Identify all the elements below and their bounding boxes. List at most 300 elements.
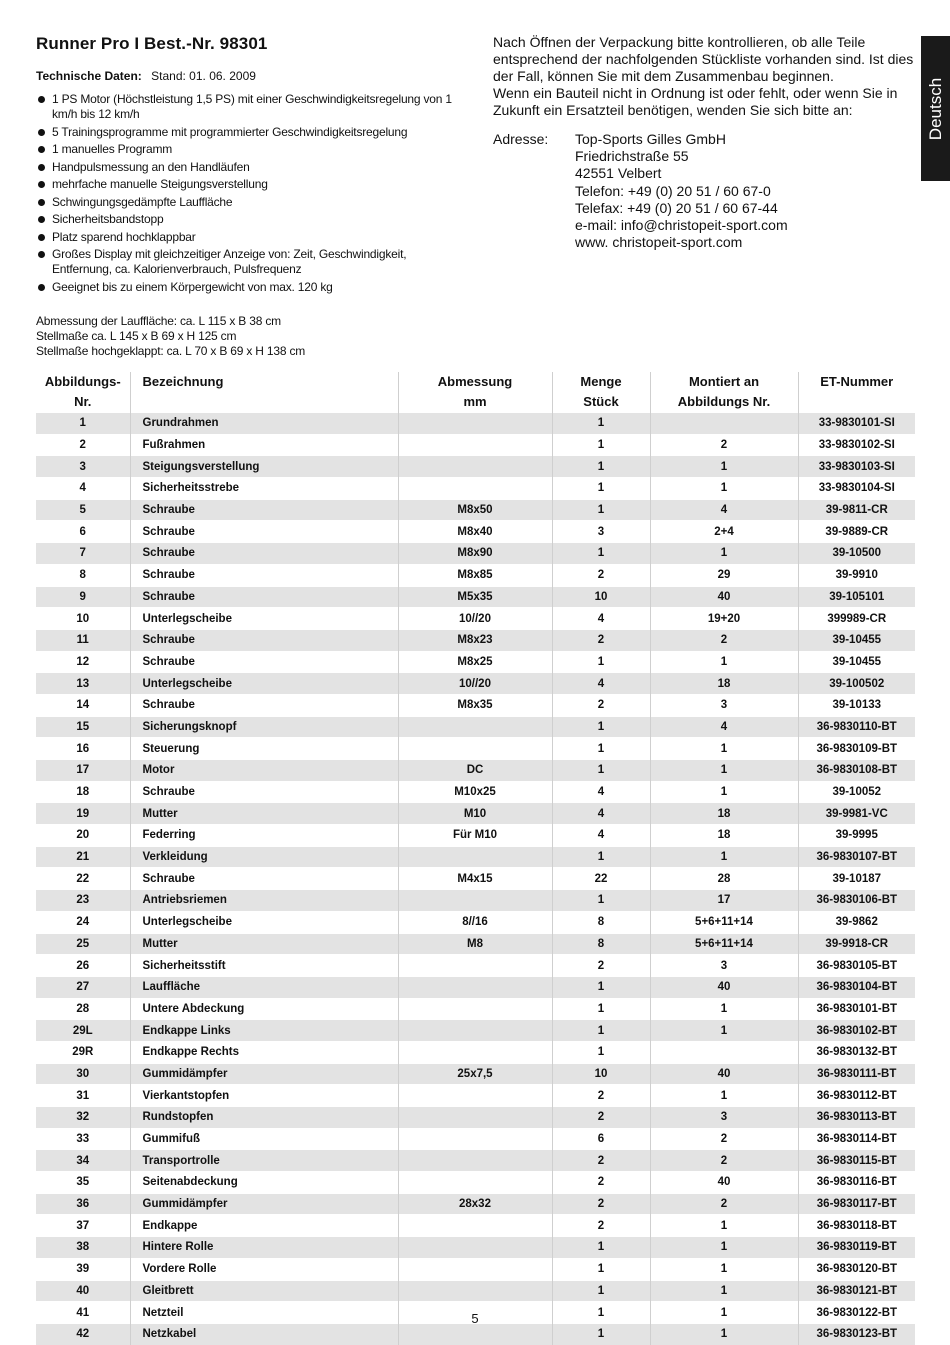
feature-text: 1 manuelles Programm xyxy=(52,142,173,156)
dimensions-block xyxy=(36,314,305,359)
table-row xyxy=(36,1193,915,1215)
cell-montiert-an: 17 xyxy=(650,890,798,912)
cell-abmessung: M8x40 xyxy=(398,521,552,543)
table-row xyxy=(36,781,915,803)
cell-montiert-an: 3 xyxy=(650,955,798,977)
cell-et-nummer: 33-9830103-SI xyxy=(798,456,915,478)
cell-abbildungs-nr: 40 xyxy=(36,1280,130,1302)
cell-bezeichnung: Schraube xyxy=(130,781,398,803)
col-subheader-empty xyxy=(798,392,915,413)
col-header-montiert: Montiert an xyxy=(650,372,798,392)
cell-et-nummer: 36-9830101-BT xyxy=(798,998,915,1020)
bullet-icon xyxy=(38,96,45,103)
cell-abbildungs-nr: 28 xyxy=(36,998,130,1020)
table-row xyxy=(36,651,915,673)
cell-menge: 1 xyxy=(552,413,650,435)
cell-abbildungs-nr: 11 xyxy=(36,629,130,651)
cell-et-nummer: 36-9830108-BT xyxy=(798,760,915,782)
cell-abbildungs-nr: 13 xyxy=(36,673,130,695)
feature-text: Großes Display mit gleichzeitiger Anzeige von: Zeit, Geschwindigkeit, Entfernung, ca. Kalorienverbrauch, Pulsfrequenz xyxy=(52,247,407,276)
cell-abbildungs-nr: 9 xyxy=(36,586,130,608)
table-row xyxy=(36,499,915,521)
table-header-row xyxy=(36,372,915,392)
table-row xyxy=(36,1172,915,1194)
cell-abbildungs-nr: 33 xyxy=(36,1128,130,1150)
cell-et-nummer: 36-9830118-BT xyxy=(798,1215,915,1237)
table-row xyxy=(36,608,915,630)
cell-et-nummer: 33-9830101-SI xyxy=(798,413,915,435)
cell-abbildungs-nr: 8 xyxy=(36,564,130,586)
cell-menge: 1 xyxy=(552,1323,650,1344)
cell-menge: 2 xyxy=(552,1193,650,1215)
col-header-bezeichnung: Bezeichnung xyxy=(130,372,398,392)
cell-abbildungs-nr: 26 xyxy=(36,955,130,977)
cell-abbildungs-nr: 15 xyxy=(36,716,130,738)
cell-menge: 1 xyxy=(552,456,650,478)
cell-montiert-an: 1 xyxy=(650,478,798,500)
table-row xyxy=(36,543,915,565)
table-row xyxy=(36,434,915,456)
cell-et-nummer: 36-9830119-BT xyxy=(798,1237,915,1259)
cell-et-nummer: 39-10500 xyxy=(798,543,915,565)
table-row xyxy=(36,456,915,478)
cell-et-nummer: 39-10187 xyxy=(798,868,915,890)
cell-menge: 1 xyxy=(552,976,650,998)
cell-montiert-an: 1 xyxy=(650,738,798,760)
bullet-icon xyxy=(38,251,45,258)
feature-item xyxy=(36,125,456,140)
cell-bezeichnung: Mutter xyxy=(130,803,398,825)
cell-montiert-an: 1 xyxy=(650,1280,798,1302)
cell-montiert-an: 40 xyxy=(650,586,798,608)
col-header-abbildungs: Abbildungs- xyxy=(36,372,130,392)
cell-abmessung: 25x7,5 xyxy=(398,1063,552,1085)
table-row xyxy=(36,803,915,825)
feature-text: 5 Trainingsprogramme mit programmierter Geschwindigkeitsregelung xyxy=(52,124,408,139)
cell-montiert-an: 2+4 xyxy=(650,521,798,543)
table-row xyxy=(36,413,915,435)
cell-menge: 1 xyxy=(552,478,650,500)
cell-et-nummer: 36-9830106-BT xyxy=(798,890,915,912)
cell-abmessung: M10x25 xyxy=(398,781,552,803)
table-row xyxy=(36,1020,915,1042)
bullet-icon xyxy=(38,284,45,291)
cell-abbildungs-nr: 5 xyxy=(36,499,130,521)
cell-et-nummer: 39-9889-CR xyxy=(798,521,915,543)
feature-text: mehrfache manuelle Steigungsverstellung xyxy=(52,177,268,191)
cell-menge: 1 xyxy=(552,1302,650,1324)
cell-abbildungs-nr: 35 xyxy=(36,1172,130,1194)
cell-montiert-an: 28 xyxy=(650,868,798,890)
cell-montiert-an xyxy=(650,1041,798,1063)
cell-abbildungs-nr: 19 xyxy=(36,803,130,825)
table-row xyxy=(36,521,915,543)
col-subheader-nr: Nr. xyxy=(36,392,130,413)
cell-montiert-an: 2 xyxy=(650,629,798,651)
table-row xyxy=(36,1150,915,1172)
cell-bezeichnung: Steuerung xyxy=(130,738,398,760)
cell-menge: 2 xyxy=(552,564,650,586)
cell-abmessung xyxy=(398,1107,552,1129)
table-row xyxy=(36,890,915,912)
intro-paragraph: Wenn ein Bauteil nicht in Ordnung ist oder fehlt, oder wenn Sie in Zukunft ein Ersatzteil benötigen, wenden Sie sich bitte an: xyxy=(493,85,898,118)
cell-bezeichnung: Gummidämpfer xyxy=(130,1193,398,1215)
cell-abbildungs-nr: 25 xyxy=(36,933,130,955)
cell-abmessung xyxy=(398,1215,552,1237)
cell-menge: 1 xyxy=(552,716,650,738)
cell-abmessung xyxy=(398,1323,552,1344)
cell-bezeichnung: Transportrolle xyxy=(130,1150,398,1172)
cell-et-nummer: 36-9830105-BT xyxy=(798,955,915,977)
cell-abmessung xyxy=(398,1128,552,1150)
table-row xyxy=(36,1258,915,1280)
cell-bezeichnung: Vordere Rolle xyxy=(130,1258,398,1280)
cell-bezeichnung: Schraube xyxy=(130,694,398,716)
cell-bezeichnung: Schraube xyxy=(130,543,398,565)
cell-abmessung: 8//16 xyxy=(398,911,552,933)
cell-bezeichnung: Motor xyxy=(130,760,398,782)
cell-montiert-an: 3 xyxy=(650,694,798,716)
cell-menge: 10 xyxy=(552,1063,650,1085)
cell-abmessung: M10 xyxy=(398,803,552,825)
cell-bezeichnung: Sicherheitsstrebe xyxy=(130,478,398,500)
cell-bezeichnung: Gummidämpfer xyxy=(130,1063,398,1085)
cell-bezeichnung: Verkleidung xyxy=(130,846,398,868)
cell-abbildungs-nr: 36 xyxy=(36,1193,130,1215)
cell-menge: 2 xyxy=(552,1215,650,1237)
cell-menge: 4 xyxy=(552,803,650,825)
cell-abmessung: M8x50 xyxy=(398,499,552,521)
cell-bezeichnung: Endkappe Links xyxy=(130,1020,398,1042)
cell-menge: 1 xyxy=(552,890,650,912)
col-header-abmessung: Abmessung xyxy=(398,372,552,392)
cell-bezeichnung: Gummifuß xyxy=(130,1128,398,1150)
cell-et-nummer: 39-9995 xyxy=(798,825,915,847)
cell-abmessung xyxy=(398,1258,552,1280)
parts-table xyxy=(36,372,915,1345)
cell-et-nummer: 399989-CR xyxy=(798,608,915,630)
cell-abbildungs-nr: 10 xyxy=(36,608,130,630)
cell-et-nummer: 36-9830123-BT xyxy=(798,1323,915,1344)
cell-abbildungs-nr: 3 xyxy=(36,456,130,478)
cell-montiert-an: 18 xyxy=(650,673,798,695)
feature-text: Platz sparend hochklappbar xyxy=(52,229,196,244)
cell-et-nummer: 39-9811-CR xyxy=(798,499,915,521)
cell-et-nummer: 36-9830109-BT xyxy=(798,738,915,760)
cell-montiert-an: 4 xyxy=(650,499,798,521)
address-label: Adresse: xyxy=(493,131,549,147)
col-subheader-stueck: Stück xyxy=(552,392,650,413)
cell-menge: 2 xyxy=(552,1172,650,1194)
cell-bezeichnung: Fußrahmen xyxy=(130,434,398,456)
page-title: Runner Pro I Best.-Nr. 98301 xyxy=(36,34,268,53)
cell-menge: 22 xyxy=(552,868,650,890)
table-row xyxy=(36,825,915,847)
cell-bezeichnung: Gleitbrett xyxy=(130,1280,398,1302)
cell-montiert-an: 1 xyxy=(650,543,798,565)
col-subheader-abbildungs-nr: Abbildungs Nr. xyxy=(650,392,798,413)
dimension-line: Stellmaße hochgeklappt: ca. L 70 x B 69 x H 138 cm xyxy=(36,344,306,358)
cell-menge: 1 xyxy=(552,1258,650,1280)
cell-abmessung: 10//20 xyxy=(398,673,552,695)
table-row xyxy=(36,1323,915,1344)
cell-et-nummer: 33-9830102-SI xyxy=(798,434,915,456)
cell-montiert-an: 1 xyxy=(650,1302,798,1324)
table-row xyxy=(36,564,915,586)
cell-et-nummer: 36-9830132-BT xyxy=(798,1041,915,1063)
cell-abmessung xyxy=(398,998,552,1020)
bullet-icon xyxy=(38,164,45,171)
cell-et-nummer: 39-9862 xyxy=(798,911,915,933)
table-row xyxy=(36,998,915,1020)
cell-montiert-an: 19+20 xyxy=(650,608,798,630)
cell-menge: 1 xyxy=(552,1041,650,1063)
cell-abmessung xyxy=(398,846,552,868)
cell-abmessung xyxy=(398,478,552,500)
feature-item xyxy=(36,212,456,227)
feature-item xyxy=(36,160,456,175)
cell-abmessung: DC xyxy=(398,760,552,782)
cell-abmessung xyxy=(398,976,552,998)
address-line: 42551 Velbert xyxy=(575,165,662,182)
cell-montiert-an: 1 xyxy=(650,1258,798,1280)
cell-montiert-an: 1 xyxy=(650,1237,798,1259)
cell-abmessung: M4x15 xyxy=(398,868,552,890)
cell-bezeichnung: Schraube xyxy=(130,629,398,651)
cell-abbildungs-nr: 14 xyxy=(36,694,130,716)
cell-bezeichnung: Vierkantstopfen xyxy=(130,1085,398,1107)
cell-menge: 8 xyxy=(552,933,650,955)
table-row xyxy=(36,933,915,955)
cell-bezeichnung: Sicherheitsstift xyxy=(130,955,398,977)
cell-abmessung xyxy=(398,1237,552,1259)
cell-menge: 1 xyxy=(552,1237,650,1259)
cell-bezeichnung: Sicherungsknopf xyxy=(130,716,398,738)
address-lines xyxy=(575,131,788,251)
cell-menge: 1 xyxy=(552,738,650,760)
cell-abbildungs-nr: 4 xyxy=(36,478,130,500)
cell-menge: 2 xyxy=(552,629,650,651)
cell-abbildungs-nr: 41 xyxy=(36,1302,130,1324)
address-line: www. christopeit-sport.com xyxy=(575,234,743,251)
table-header-row xyxy=(36,392,915,413)
cell-bezeichnung: Steigungsverstellung xyxy=(130,456,398,478)
feature-text: Schwingungsgedämpfte Lauffläche xyxy=(52,194,233,209)
address-line: Top-Sports Gilles GmbH xyxy=(575,131,726,147)
col-subheader-mm: mm xyxy=(398,392,552,413)
table-row xyxy=(36,716,915,738)
feature-text: Geeignet bis zu einem Körpergewicht von max. 120 kg xyxy=(52,279,333,294)
bullet-icon xyxy=(38,146,45,153)
cell-montiert-an: 5+6+11+14 xyxy=(650,933,798,955)
cell-montiert-an: 4 xyxy=(650,716,798,738)
cell-montiert-an: 40 xyxy=(650,1172,798,1194)
cell-bezeichnung: Schraube xyxy=(130,499,398,521)
cell-abmessung xyxy=(398,1150,552,1172)
cell-bezeichnung: Hintere Rolle xyxy=(130,1237,398,1259)
cell-menge: 1 xyxy=(552,499,650,521)
cell-montiert-an: 40 xyxy=(650,976,798,998)
cell-abbildungs-nr: 1 xyxy=(36,413,130,435)
table-row xyxy=(36,911,915,933)
cell-menge: 8 xyxy=(552,911,650,933)
table-row xyxy=(36,694,915,716)
cell-bezeichnung: Unterlegscheibe xyxy=(130,911,398,933)
feature-text: Sicherheitsbandstopp xyxy=(52,212,164,226)
cell-bezeichnung: Netzteil xyxy=(130,1302,398,1324)
cell-et-nummer: 39-9918-CR xyxy=(798,933,915,955)
cell-et-nummer: 36-9830117-BT xyxy=(798,1193,915,1215)
cell-abmessung: M8x90 xyxy=(398,543,552,565)
feature-text: 1 PS Motor (Höchstleistung 1,5 PS) mit einer Geschwindigkeitsregelung von 1 km/h bis 12 km/h xyxy=(52,92,452,121)
table-row xyxy=(36,478,915,500)
intro-text xyxy=(493,34,923,119)
cell-montiert-an: 2 xyxy=(650,434,798,456)
language-tab-label: Deutsch xyxy=(925,77,945,140)
col-subheader-empty xyxy=(130,392,398,413)
cell-montiert-an: 1 xyxy=(650,456,798,478)
cell-abbildungs-nr: 34 xyxy=(36,1150,130,1172)
cell-bezeichnung: Schraube xyxy=(130,651,398,673)
cell-abbildungs-nr: 17 xyxy=(36,760,130,782)
cell-abmessung xyxy=(398,456,552,478)
cell-et-nummer: 36-9830115-BT xyxy=(798,1150,915,1172)
cell-et-nummer: 36-9830104-BT xyxy=(798,976,915,998)
cell-bezeichnung: Endkappe Rechts xyxy=(130,1041,398,1063)
cell-abmessung: M8 xyxy=(398,933,552,955)
cell-et-nummer: 36-9830122-BT xyxy=(798,1302,915,1324)
cell-abmessung xyxy=(398,1280,552,1302)
cell-et-nummer: 36-9830113-BT xyxy=(798,1107,915,1129)
cell-abbildungs-nr: 23 xyxy=(36,890,130,912)
table-row xyxy=(36,1041,915,1063)
cell-montiert-an: 18 xyxy=(650,803,798,825)
cell-montiert-an: 1 xyxy=(650,760,798,782)
cell-bezeichnung: Grundrahmen xyxy=(130,413,398,435)
dimension-line: Stellmaße ca. L 145 x B 69 x H 125 cm xyxy=(36,329,237,343)
address-line: Telefon: +49 (0) 20 51 / 60 67-0 xyxy=(575,182,771,199)
cell-bezeichnung: Unterlegscheibe xyxy=(130,608,398,630)
cell-et-nummer: 36-9830110-BT xyxy=(798,716,915,738)
cell-bezeichnung: Mutter xyxy=(130,933,398,955)
feature-item xyxy=(36,230,456,245)
cell-abmessung: 28x32 xyxy=(398,1193,552,1215)
cell-et-nummer: 39-105101 xyxy=(798,586,915,608)
table-row xyxy=(36,760,915,782)
cell-montiert-an: 3 xyxy=(650,1107,798,1129)
cell-et-nummer: 36-9830107-BT xyxy=(798,846,915,868)
cell-menge: 4 xyxy=(552,608,650,630)
table-row xyxy=(36,955,915,977)
cell-abmessung xyxy=(398,434,552,456)
cell-bezeichnung: Antriebsriemen xyxy=(130,890,398,912)
cell-abmessung: M8x25 xyxy=(398,651,552,673)
table-row xyxy=(36,738,915,760)
cell-montiert-an: 1 xyxy=(650,1215,798,1237)
cell-abmessung xyxy=(398,890,552,912)
cell-et-nummer: 39-10455 xyxy=(798,651,915,673)
cell-abbildungs-nr: 24 xyxy=(36,911,130,933)
cell-abbildungs-nr: 6 xyxy=(36,521,130,543)
feature-item xyxy=(36,92,456,122)
cell-et-nummer: 39-10052 xyxy=(798,781,915,803)
table-row xyxy=(36,1085,915,1107)
cell-et-nummer: 39-10133 xyxy=(798,694,915,716)
address-line: Telefax: +49 (0) 20 51 / 60 67-44 xyxy=(575,199,778,216)
cell-abbildungs-nr: 32 xyxy=(36,1107,130,1129)
cell-abbildungs-nr: 42 xyxy=(36,1323,130,1344)
cell-montiert-an: 2 xyxy=(650,1193,798,1215)
cell-abbildungs-nr: 29L xyxy=(36,1020,130,1042)
feature-item xyxy=(36,177,456,192)
table-row xyxy=(36,1128,915,1150)
cell-abbildungs-nr: 12 xyxy=(36,651,130,673)
cell-abmessung xyxy=(398,1172,552,1194)
table-row xyxy=(36,586,915,608)
feature-item xyxy=(36,195,456,210)
cell-abbildungs-nr: 20 xyxy=(36,825,130,847)
cell-montiert-an: 5+6+11+14 xyxy=(650,911,798,933)
col-header-menge: Menge xyxy=(552,372,650,392)
tech-data-stand: Stand: 01. 06. 2009 xyxy=(151,69,256,83)
cell-bezeichnung: Unterlegscheibe xyxy=(130,673,398,695)
bullet-icon xyxy=(38,199,45,206)
cell-montiert-an: 1 xyxy=(650,1323,798,1344)
table-row xyxy=(36,673,915,695)
cell-abmessung: Für M10 xyxy=(398,825,552,847)
cell-abbildungs-nr: 21 xyxy=(36,846,130,868)
cell-menge: 2 xyxy=(552,1085,650,1107)
table-row xyxy=(36,1063,915,1085)
cell-montiert-an: 18 xyxy=(650,825,798,847)
cell-et-nummer: 36-9830120-BT xyxy=(798,1258,915,1280)
cell-bezeichnung: Rundstopfen xyxy=(130,1107,398,1129)
language-tab xyxy=(921,36,950,181)
cell-abbildungs-nr: 27 xyxy=(36,976,130,998)
cell-menge: 2 xyxy=(552,694,650,716)
cell-montiert-an: 1 xyxy=(650,781,798,803)
cell-et-nummer: 33-9830104-SI xyxy=(798,478,915,500)
table-row xyxy=(36,1237,915,1259)
feature-list xyxy=(36,92,456,297)
cell-et-nummer: 39-100502 xyxy=(798,673,915,695)
bullet-icon xyxy=(38,216,45,223)
cell-abbildungs-nr: 22 xyxy=(36,868,130,890)
cell-montiert-an: 2 xyxy=(650,1150,798,1172)
feature-text: Handpulsmessung an den Handläufen xyxy=(52,159,250,174)
cell-et-nummer: 36-9830112-BT xyxy=(798,1085,915,1107)
bullet-icon xyxy=(38,234,45,241)
cell-montiert-an: 29 xyxy=(650,564,798,586)
dimension-line: Abmessung der Lauffläche: ca. L 115 x B 38 cm xyxy=(36,314,281,328)
cell-menge: 1 xyxy=(552,651,650,673)
cell-abbildungs-nr: 38 xyxy=(36,1237,130,1259)
cell-et-nummer: 36-9830102-BT xyxy=(798,1020,915,1042)
cell-bezeichnung: Endkappe xyxy=(130,1215,398,1237)
tech-data-line xyxy=(36,69,256,83)
cell-montiert-an: 2 xyxy=(650,1128,798,1150)
table-row xyxy=(36,1215,915,1237)
cell-montiert-an: 1 xyxy=(650,846,798,868)
cell-abbildungs-nr: 16 xyxy=(36,738,130,760)
cell-et-nummer: 39-9981-VC xyxy=(798,803,915,825)
cell-abbildungs-nr: 7 xyxy=(36,543,130,565)
intro-paragraph: Nach Öffnen der Verpackung bitte kontrollieren, ob alle Teile entsprechend der nachfolgenden Stückliste vorhanden sind. Ist dies der Fall, können Sie mit dem Zusammenbau beginnen. xyxy=(493,34,914,84)
cell-abmessung xyxy=(398,1020,552,1042)
page-number: 5 xyxy=(471,1311,479,1326)
cell-abmessung xyxy=(398,716,552,738)
cell-menge: 3 xyxy=(552,521,650,543)
